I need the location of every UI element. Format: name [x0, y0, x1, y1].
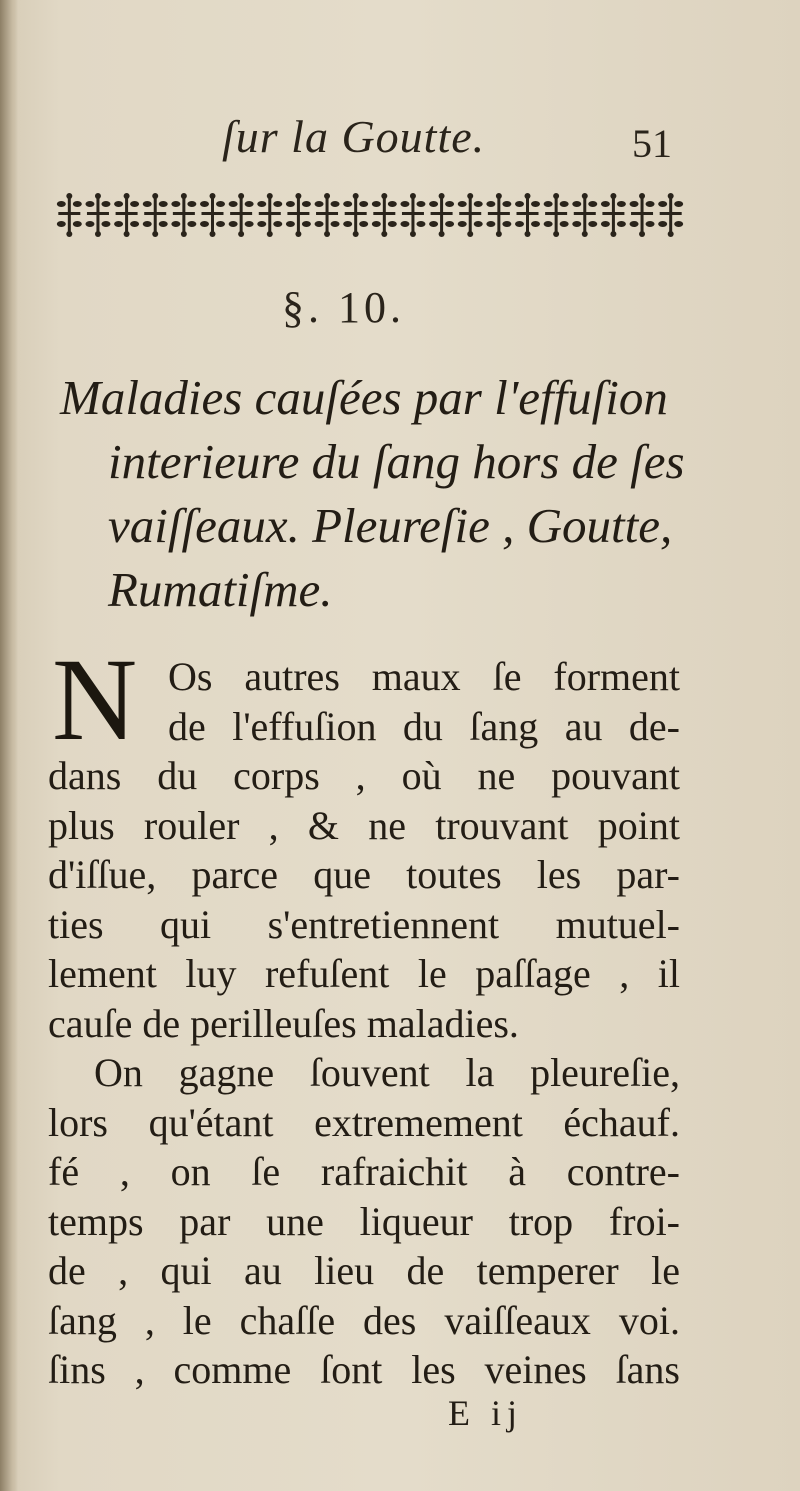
dropcap-lines — [48, 634, 680, 765]
body-text — [48, 634, 680, 1395]
section-number: §. 10. — [282, 283, 405, 332]
fleuron-icon — [429, 193, 454, 237]
fleuron-icon — [544, 193, 569, 237]
fleuron-icon — [229, 193, 254, 237]
text-line: plus rouler , & ne trouvant point — [48, 802, 680, 848]
text-line: cauſe de perilleuſes maladies. — [48, 1000, 519, 1046]
fleuron-icon — [400, 193, 425, 237]
heading-line: interieure du ſang hors de ſes — [108, 434, 685, 489]
heading-line: Rumatiſme. — [108, 562, 333, 617]
fleuron-icon — [200, 193, 225, 237]
signature-mark: E ij — [448, 1393, 523, 1433]
fleuron-icon — [630, 193, 655, 237]
fleuron-icon — [343, 193, 368, 237]
page-number: 51 — [632, 121, 672, 166]
fleuron-icon — [315, 193, 340, 237]
fleuron-icon — [57, 193, 82, 237]
fleuron-icon — [114, 193, 139, 237]
fleuron-icon — [171, 193, 196, 237]
fleuron-icon — [601, 193, 626, 237]
fleuron-icon — [85, 193, 110, 237]
fleuron-icon — [486, 193, 511, 237]
heading-line: Maladies cauſées par l'effuſion — [60, 370, 668, 425]
fleuron-icon — [286, 193, 311, 237]
page-header — [0, 110, 800, 170]
text-line: de l'effuſion du ſang au de- — [168, 703, 680, 749]
fleuron-icon — [658, 193, 683, 237]
fleuron-icon — [515, 193, 540, 237]
text-line: lement luy refuſent le paſſage , il — [48, 951, 680, 996]
text-line: ſins , comme ſont les veines ſans — [48, 1347, 680, 1392]
spine-shadow — [0, 0, 18, 1491]
fleuron-ornament-band — [55, 190, 685, 240]
heading-line: vaiſſeaux. Pleureſie , Goutte, — [108, 498, 673, 553]
text-line: temps par une liqueur trop froi- — [48, 1198, 680, 1244]
fleuron-icon — [143, 193, 168, 237]
text-line: fé , on ſe rafraichit à contre- — [48, 1149, 680, 1194]
text-line: dans du corps , où ne pouvant — [48, 753, 680, 798]
text-line: ſang , le chaſſe des vaiſſeaux voi. — [48, 1297, 680, 1343]
text-line: de , qui au lieu de temperer le — [48, 1248, 680, 1293]
text-line: Os autres maux ſe forment — [168, 654, 680, 699]
text-line: ties qui s'entretiennent mutuel- — [48, 901, 680, 947]
text-line: On gagne ſouvent la pleureſie, — [94, 1050, 680, 1095]
running-title: ſur la Goutte. — [222, 111, 486, 162]
text-line: d'iſſue, parce que toutes les par- — [48, 852, 680, 897]
fleuron-icon — [458, 193, 483, 237]
fleuron-icon — [372, 193, 397, 237]
drop-cap: N — [52, 634, 138, 765]
text-line: lors qu'étant extremement échauf. — [48, 1099, 680, 1145]
fleuron-icon — [572, 193, 597, 237]
chapter-heading — [60, 366, 700, 622]
fleuron-icon — [257, 193, 282, 237]
